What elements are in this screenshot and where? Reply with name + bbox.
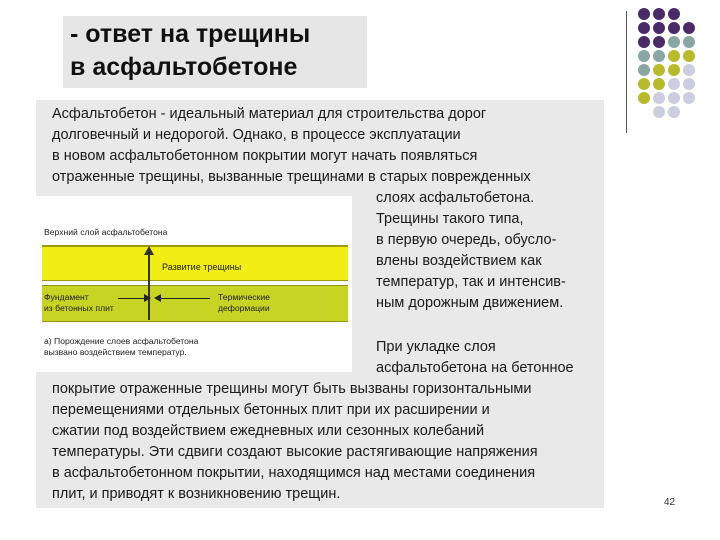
right-column-paragraph [376, 188, 566, 314]
decorative-dot [668, 92, 680, 104]
decorative-dot [683, 64, 695, 76]
thermal-deformation-label [218, 292, 270, 314]
decorative-dot [668, 78, 680, 90]
decorative-dot [668, 36, 680, 48]
decorative-dot [668, 106, 680, 118]
intro-paragraph [52, 104, 531, 188]
figure-caption [44, 336, 198, 358]
decorative-dot [683, 78, 695, 90]
intro-line: отраженные трещины, вызванные трещинами в старых поврежденных [52, 169, 531, 185]
bottom-line: перемещениями отдельных бетонных плит при их расширении и [52, 402, 490, 418]
left-arrow-line [118, 298, 144, 299]
decorative-dot [668, 8, 680, 20]
right-line: слоях асфальтобетона. [376, 190, 535, 206]
right-line: ным дорожным движением. [376, 295, 564, 311]
decorative-vertical-line [626, 11, 627, 133]
left-arrowhead-icon [154, 294, 161, 302]
decorative-dot [638, 36, 650, 48]
top-layer-label: Верхний слой асфальтобетона [44, 227, 168, 237]
slide-title-line-2: в асфальтобетоне [70, 53, 298, 81]
intro-line: долговечный и недорогой. Однако, в процессе эксплуатации [52, 127, 461, 143]
decorative-dot [653, 22, 665, 34]
crack-line [148, 252, 150, 320]
decorative-dot [683, 22, 695, 34]
bottom-line: покрытие отраженные трещины могут быть вызваны горизонтальными [52, 381, 532, 397]
slide-title-line-1: - ответ на трещины [70, 20, 311, 48]
caption-line: а) Порождение слоев асфальтобетона [44, 336, 199, 346]
crack-development-label: Развитие трещины [162, 262, 242, 272]
decorative-dot [653, 64, 665, 76]
right-line: температур, так и интенсив- [376, 274, 566, 290]
decorative-dot [638, 22, 650, 34]
right-column-paragraph-2 [376, 337, 574, 379]
right-arrow-line [160, 298, 210, 299]
intro-line: в новом асфальтобетонном покрытии могут начать появляться [52, 148, 478, 164]
right-line: влены воздействием как [376, 253, 542, 269]
decorative-dot [653, 106, 665, 118]
foundation-label [44, 292, 114, 314]
decorative-dot [668, 50, 680, 62]
right-arrowhead-icon [144, 294, 151, 302]
crack-diagram [36, 196, 352, 372]
decorative-dot [683, 50, 695, 62]
thermal-label-line: Термические [218, 292, 270, 302]
decorative-dot [653, 92, 665, 104]
decorative-dot [668, 64, 680, 76]
decorative-dot [638, 92, 650, 104]
crack-arrow-icon [144, 246, 154, 255]
decorative-dot [683, 92, 695, 104]
decorative-dot [653, 8, 665, 20]
decorative-dot [653, 78, 665, 90]
intro-line: Асфальтобетон - идеальный материал для строительства дорог [52, 106, 487, 122]
decorative-dot [653, 36, 665, 48]
decorative-dot [653, 50, 665, 62]
foundation-label-line: из бетонных плит [44, 303, 114, 313]
bottom-line: сжатии под воздействием ежедневных или сезонных колебаний [52, 423, 485, 439]
decorative-dot [638, 78, 650, 90]
right-line: асфальтобетона на бетонное [376, 360, 574, 376]
bottom-line: температуры. Эти сдвиги создают высокие растягивающие напряжения [52, 444, 538, 460]
foundation-label-line: Фундамент [44, 292, 89, 302]
thermal-label-line: деформации [218, 303, 270, 313]
bottom-paragraph [52, 379, 538, 505]
right-line: При укладке слоя [376, 339, 496, 355]
right-line: Трещины такого типа, [376, 211, 524, 227]
bottom-line: в асфальтобетонном покрытии, находящимся над местами соединения [52, 465, 536, 481]
right-line: в первую очередь, обусло- [376, 232, 557, 248]
decorative-dot [638, 50, 650, 62]
caption-line: вызвано воздействием температур. [44, 347, 187, 357]
decorative-dot [668, 22, 680, 34]
decorative-dot [683, 36, 695, 48]
page-number: 42 [664, 497, 676, 508]
bottom-line: плит, и приводят к возникновению трещин. [52, 486, 341, 502]
decorative-dot [638, 8, 650, 20]
decorative-dot [638, 64, 650, 76]
